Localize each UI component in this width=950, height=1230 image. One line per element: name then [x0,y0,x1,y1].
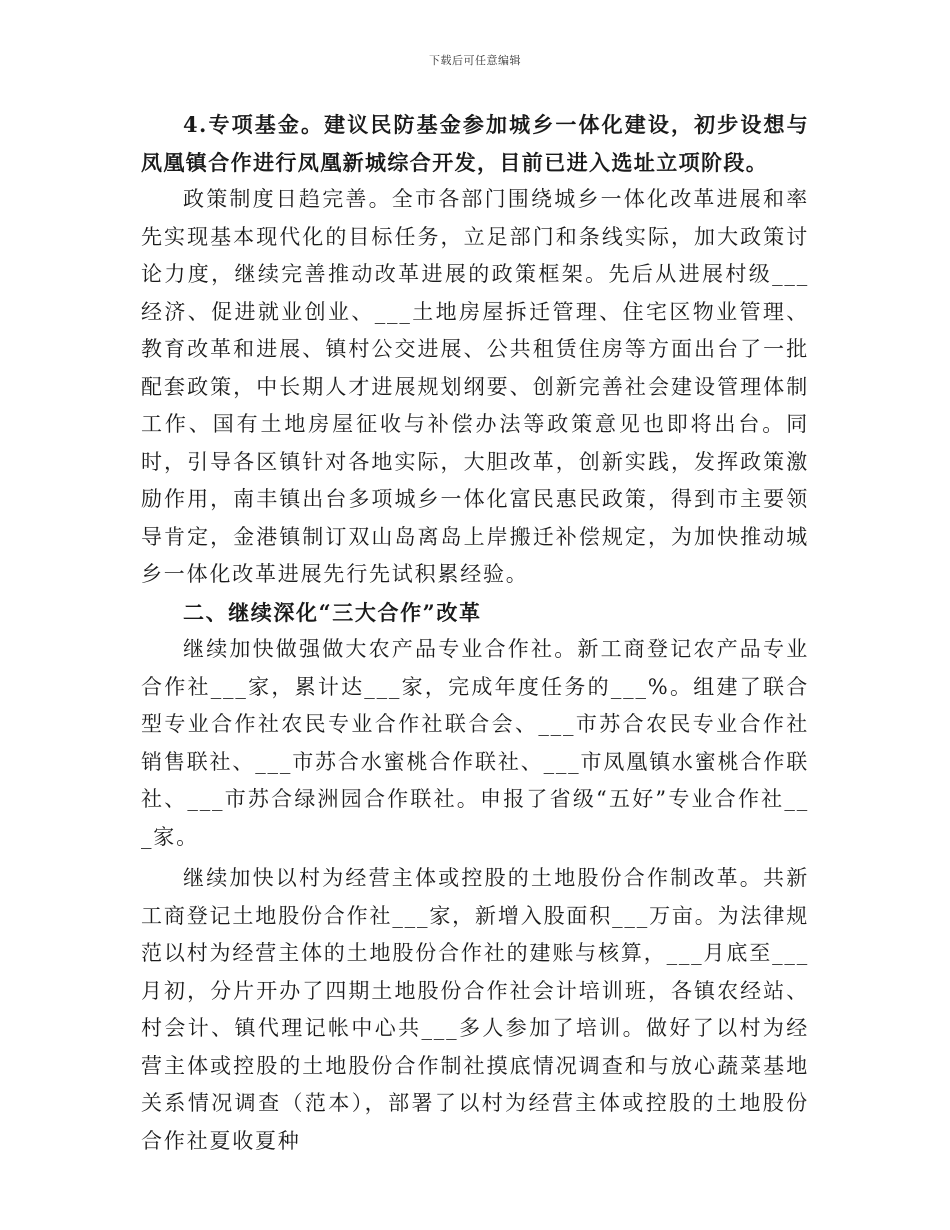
paragraph-special-fund: 4.专项基金。建议民防基金参加城乡一体化建设，初步设想与凤凰镇合作进行凤凰新城综合开发，目前已进入选址立项阶段。 [141,112,809,175]
document-body [141,106,809,1160]
paragraph-farm-cooperatives: 继续加快做强做大农产品专业合作社。新工商登记农产品专业合作社___家，累计达___家，完成年度任务的___%。组建了联合型专业合作社农民专业合作社联合会、___市苏合农民专业合作社销售联社、___市苏合水蜜桃合作联社、___市凤凰镇水蜜桃合作联社、___市苏合绿洲园合作联社。申报了省级“五好”专业合作社___家。 [141,637,809,849]
page-header-note: 下载后可任意编辑 [429,54,521,67]
paragraph-land-share-cooperatives: 继续加快以村为经营主体或控股的土地股份合作制改革。共新工商登记土地股份合作社___家，新增入股面积___万亩。为法律规范以村为经营主体的土地股份合作社的建账与核算，___月底至___月初，分片开办了四期土地股份合作社会计培训班，各镇农经站、村会计、镇代理记帐中心共___多人参加了培训。做好了以村为经营主体或控股的土地股份合作制社摸底情况调查和与放心蔬菜基地关系情况调查（范本），部署了以村为经营主体或控股的土地股份合作社夏收夏种 [141,866,809,1153]
paragraph-policy-system: 政策制度日趋完善。全市各部门围绕城乡一体化改革进展和率先实现基本现代化的目标任务，立足部门和条线实际，加大政策讨论力度，继续完善推动改革进展的政策框架。先后从进展村级___经济、促进就业创业、___土地房屋拆迁管理、住宅区物业管理、教育改革和进展、镇村公交进展、公共租赁住房等方面出台了一批配套政策，中长期人才进展规划纲要、创新完善社会建设管理体制工作、国有土地房屋征收与补偿办法等政策意见也即将出台。同时，引导各区镇针对各地实际，大胆改革，创新实践，发挥政策激励作用，南丰镇出台多项城乡一体化富民惠民政策，得到市主要领导肯定，金港镇制订双山岛离岛上岸搬迁补偿规定，为加快推动城乡一体化改革进展先行先试积累经验。 [141,187,809,586]
section-heading-three-cooperations: 二、继续深化“三大合作”改革 [183,599,482,625]
